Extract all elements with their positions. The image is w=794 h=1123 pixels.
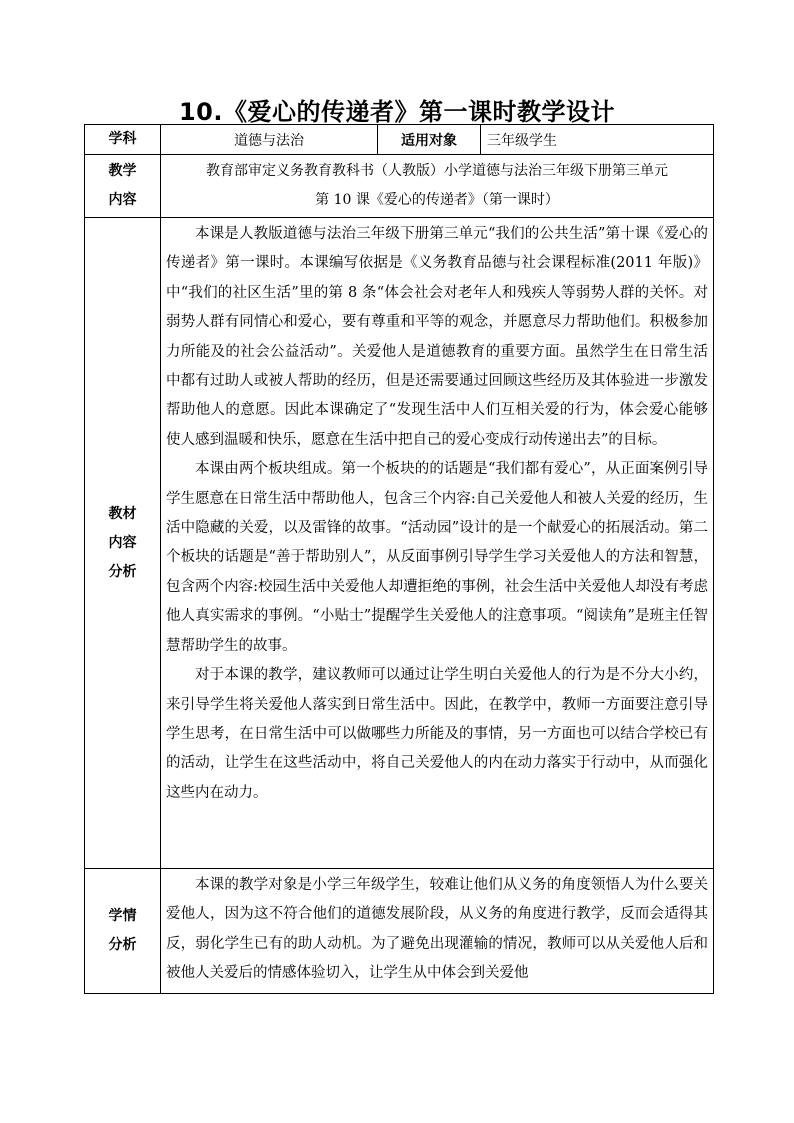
teaching-content-value <box>161 155 714 218</box>
student-analysis-label-line2: 分析 <box>108 937 137 953</box>
student-analysis-paragraph: 本课的教学对象是小学三年级学生，较难让他们从义务的角度领悟人为什么要关爱他人，因为这不符合他们的道德发展阶段，从义务的角度进行教学，反而会适得其反，弱化学生已有的助人动机。为了避免出现灌输的情况，教师可以从关爱他人后和被他人关爱后的情感体验切入，让学生从中体会到关爱他 <box>166 877 708 982</box>
student-analysis-content <box>161 869 714 994</box>
analysis-paragraph-2: 本课由两个板块组成。第一个板块的的话题是“我们都有爱心”，从正面案例引导学生愿意在日常生活中帮助他人，包含三个内容:自己关爱他人和被人关爱的经历，生活中隐藏的关爱，以及雷锋的故事。“活动园”设计的是一个献爱心的拓展活动。第二个板块的话题是“善于帮助别人”，从反面事例引导学生学习关爱他人的方法和智慧，包含两个内容:校园生活中关爱他人却遭拒绝的事例，社会生活中关爱他人却没有考虑他人真实需求的事例。“小贴士”提醒学生关爱他人的注意事项。“阅读角”是班主任智慧帮助学生的故事。 <box>166 461 708 654</box>
teaching-content-line2: 第 10 课《爱心的传递者》（第一课时） <box>315 192 559 208</box>
textbook-analysis-label-line2: 内容 <box>108 534 137 551</box>
student-analysis-label <box>85 869 161 994</box>
textbook-analysis-label-line1: 教材 <box>108 505 137 522</box>
textbook-analysis-row <box>85 218 714 869</box>
analysis-paragraph-1: 本课是人教版道德与法治三年级下册第三单元“我们的公共生活”第十课《爱心的传递者》第一课时。本课编写依据是《义务教育品德与社会课程标准(2011 年版)》中“我们的社区生活”里的第 8 条“体会社会对老年人和残疾人等弱势人群的关怀。对弱势人群有同情心和爱心，要有尊重和平等的观念，并愿意尽力帮助他们。积极参加力所能及的社会公益活动”。关爱他人是道德教育的重要方面。虽然学生在日常生活中都有过助人或被人帮助的经历，但是还需要通过回顾这些经历及其体验进一步激发帮助他人的意愿。因此本课确定了“发现生活中人们互相关爱的行为，体会爱心能够使人感到温暖和快乐，愿意在生活中把自己的爱心变成行动传递出去”的目标。 <box>166 226 708 448</box>
textbook-analysis-label-line3: 分析 <box>108 563 137 580</box>
student-analysis-label-line1: 学情 <box>108 908 137 924</box>
audience-value: 三年级学生 <box>481 125 714 155</box>
lesson-plan-table <box>84 124 714 994</box>
analysis-paragraph-3: 对于本课的教学，建议教师可以通过让学生明白关爱他人的行为是不分大小约，来引导学生将关爱他人落实到日常生活中。因此，在教学中，教师一方面要注意引导学生思考，在日常生活中可以做哪些力所能及的事情，另一方面也可以结合学校已有的活动，让学生在这些活动中，将自己关爱他人的内在动力落实于行动中，从而强化这些内在动力。 <box>166 667 708 801</box>
document-title: 10.《爱心的传递者》第一课时教学设计 <box>178 98 615 126</box>
teaching-content-row <box>85 155 714 218</box>
textbook-analysis-content <box>161 218 714 869</box>
teaching-content-label-line2: 内容 <box>108 192 137 208</box>
subject-row <box>85 125 714 155</box>
student-analysis-row <box>85 869 714 994</box>
teaching-content-label <box>85 155 161 218</box>
textbook-analysis-label <box>85 218 161 869</box>
audience-label: 适用对象 <box>378 125 481 155</box>
teaching-content-line1: 教育部审定义务教育教科书（人教版）小学道德与法治三年级下册第三单元 <box>206 163 668 179</box>
subject-label: 学科 <box>85 125 161 155</box>
teaching-content-label-line1: 教学 <box>108 163 137 179</box>
subject-value: 道德与法治 <box>161 125 378 155</box>
